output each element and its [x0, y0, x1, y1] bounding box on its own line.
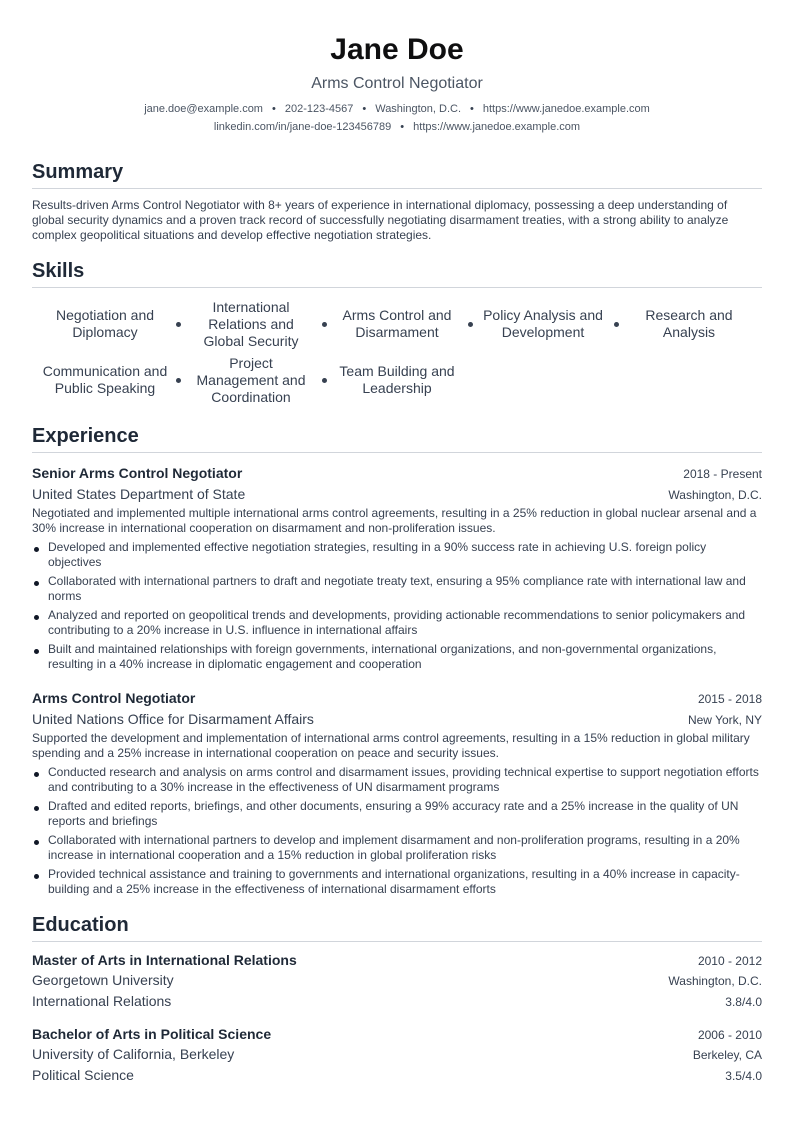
bullet-text: Collaborated with international partners to develop and implement disarmament and non-proliferation programs, resulting in a 20% increase in international cooperation and a 15% reduction in global proliferation risks	[48, 833, 740, 862]
skill-label: Policy Analysis and Development	[483, 307, 603, 340]
education-heading: Education	[32, 914, 129, 936]
education-field-row	[32, 991, 762, 1012]
bullet-item	[32, 867, 762, 897]
contact-separator: •	[400, 121, 405, 133]
field-of-study: Political Science	[32, 1067, 134, 1083]
bullet-dot	[34, 840, 39, 845]
bullet-item	[32, 642, 762, 672]
section-divider	[32, 188, 762, 189]
education-header-row	[32, 1024, 762, 1044]
bullet-dot	[34, 806, 39, 811]
job-organization: United States Department of State	[32, 486, 246, 502]
bullet-text: Drafted and edited reports, briefings, and other documents, ensuring a 99% accuracy rate and a 25% increase in the quality of UN reports and briefings	[48, 799, 739, 828]
skill-item	[32, 298, 178, 350]
job-title: Arms Control Negotiator	[32, 690, 196, 706]
degree-title: Bachelor of Arts in Political Science	[32, 1026, 272, 1042]
bullet-text: Developed and implemented effective negotiation strategies, resulting in a 90% success rate in achieving U.S. foreign policy objectives	[48, 540, 707, 569]
education-school-row	[32, 970, 762, 991]
skills-heading: Skills	[32, 260, 85, 282]
section-divider	[32, 287, 762, 288]
skill-item	[324, 298, 470, 350]
bullet-text: Collaborated with international partners to draft and negotiate treaty text, ensuring a 95% compliance rate with international law and norms	[48, 574, 746, 603]
gpa: 3.5/4.0	[725, 1069, 762, 1083]
education-field-row	[32, 1065, 762, 1086]
bullet-dot	[34, 615, 39, 620]
job-location: New York, NY	[687, 713, 762, 727]
education-header-row	[32, 950, 762, 970]
job-header-row	[32, 463, 762, 483]
skill-label: Negotiation and Diplomacy	[55, 307, 155, 340]
section-divider	[32, 452, 762, 453]
contact-linkedin[interactable]: linkedin.com/in/jane-doe-123456789	[213, 121, 392, 133]
job-org-row	[32, 483, 762, 505]
summary-text: Results-driven Arms Control Negotiator with 8+ years of experience in international diplomacy, possessing a deep understanding of global security dynamics and a proven track record of successfully negotiating disarmament treaties, with a strong ability to analyze complex geopolitical situations and develop effective negotiation strategies.	[32, 198, 729, 242]
summary-heading: Summary	[32, 161, 124, 183]
field-of-study: International Relations	[32, 993, 172, 1009]
school-name: University of California, Berkeley	[32, 1046, 235, 1062]
job-entry	[32, 463, 762, 672]
job-org-row	[32, 708, 762, 730]
contact-line-1	[32, 100, 762, 118]
bullet-dot	[34, 581, 39, 586]
education-school-row	[32, 1044, 762, 1065]
education-dates: 2006 - 2010	[697, 1028, 762, 1042]
bullet-text: Provided technical assistance and training to governments and international organizations, resulting in a 40% increase in capacity-building and a 25% increase in the effectiveness of international disarmament efforts	[48, 867, 740, 896]
skill-label: Team Building and Leadership	[339, 363, 455, 396]
job-entry	[32, 688, 762, 897]
school-name: Georgetown University	[32, 972, 174, 988]
job-dates: 2015 - 2018	[697, 692, 762, 706]
bullet-dot	[34, 874, 39, 879]
job-header-row	[32, 688, 762, 708]
contact-line-2	[32, 118, 762, 136]
school-location: Washington, D.C.	[668, 974, 762, 988]
bullet-item	[32, 765, 762, 795]
skills-grid	[32, 298, 762, 406]
contact-separator: •	[470, 103, 474, 115]
education-dates: 2010 - 2012	[697, 954, 762, 968]
bullet-item	[32, 540, 762, 570]
education-entry	[32, 950, 762, 1012]
contact-email[interactable]: jane.doe@example.com	[144, 103, 263, 115]
job-title: Senior Arms Control Negotiator	[32, 465, 243, 481]
contact-separator: •	[362, 103, 367, 115]
skill-item	[178, 298, 324, 350]
job-description: Negotiated and implemented multiple international arms control agreements, resulting in a 25% reduction in global nuclear arsenal and a 30% increase in international cooperation on disarmament and non-proliferation issues.	[32, 506, 757, 535]
bullet-dot	[34, 547, 39, 552]
job-description: Supported the development and implementation of international arms control agreements, resulting in a 15% reduction in global military spending and a 25% increase in international cooperation on peace and security issues.	[32, 731, 750, 760]
summary-section	[32, 160, 762, 243]
experience-section	[32, 424, 762, 897]
experience-heading: Experience	[32, 425, 139, 447]
skill-item	[470, 298, 616, 350]
skill-label: Project Management and Coordination	[196, 354, 306, 405]
bullet-dot	[34, 649, 39, 654]
job-dates: 2018 - Present	[683, 467, 762, 481]
bullet-item	[32, 574, 762, 604]
skill-label: Arms Control and Disarmament	[342, 307, 452, 340]
contact-location: Washington, D.C.	[375, 103, 462, 115]
school-location: Berkeley, CA	[692, 1048, 762, 1062]
degree-title: Master of Arts in International Relations	[32, 952, 297, 968]
bullet-dot	[34, 772, 39, 777]
job-location: Washington, D.C.	[668, 488, 762, 502]
bullet-item	[32, 608, 762, 638]
education-entry	[32, 1024, 762, 1086]
skill-item	[32, 354, 178, 406]
candidate-name: Jane Doe	[330, 33, 464, 66]
bullet-text: Built and maintained relationships with foreign governments, international organizations, and non-governmental organizations, resulting in a 40% increase in diplomatic engagement and cooperation	[48, 642, 717, 671]
job-bullets	[32, 765, 762, 897]
contact-separator: •	[271, 103, 276, 115]
contact-website[interactable]: https://www.janedoe.example.com	[482, 103, 650, 115]
skill-item	[616, 298, 762, 350]
contact-website-2[interactable]: https://www.janedoe.example.com	[413, 121, 581, 133]
bullet-item	[32, 799, 762, 829]
bullet-item	[32, 833, 762, 863]
job-organization: United Nations Office for Disarmament Affairs	[32, 711, 314, 727]
contact-info	[32, 100, 762, 136]
job-bullets	[32, 540, 762, 672]
skills-section	[32, 259, 762, 406]
skill-label: International Relations and Global Security	[203, 298, 299, 349]
candidate-title: Arms Control Negotiator	[311, 75, 483, 92]
skill-label: Communication and Public Speaking	[42, 363, 168, 396]
skill-label: Research and Analysis	[645, 307, 733, 340]
bullet-text: Conducted research and analysis on arms control and disarmament issues, providing technical expertise to support negotiation efforts and contributing to a 30% increase in the effectiveness of UN disarmament programs	[48, 765, 759, 794]
resume-header	[32, 32, 762, 136]
education-section	[32, 913, 762, 1086]
bullet-text: Analyzed and reported on geopolitical trends and developments, providing actionable recommendations to senior policymakers and contributing to a 20% increase in U.S. influence in international affairs	[48, 608, 746, 637]
gpa: 3.8/4.0	[725, 995, 762, 1009]
skill-item	[324, 354, 470, 406]
skill-item	[178, 354, 324, 406]
contact-phone[interactable]: 202-123-4567	[284, 103, 354, 115]
section-divider	[32, 941, 762, 942]
